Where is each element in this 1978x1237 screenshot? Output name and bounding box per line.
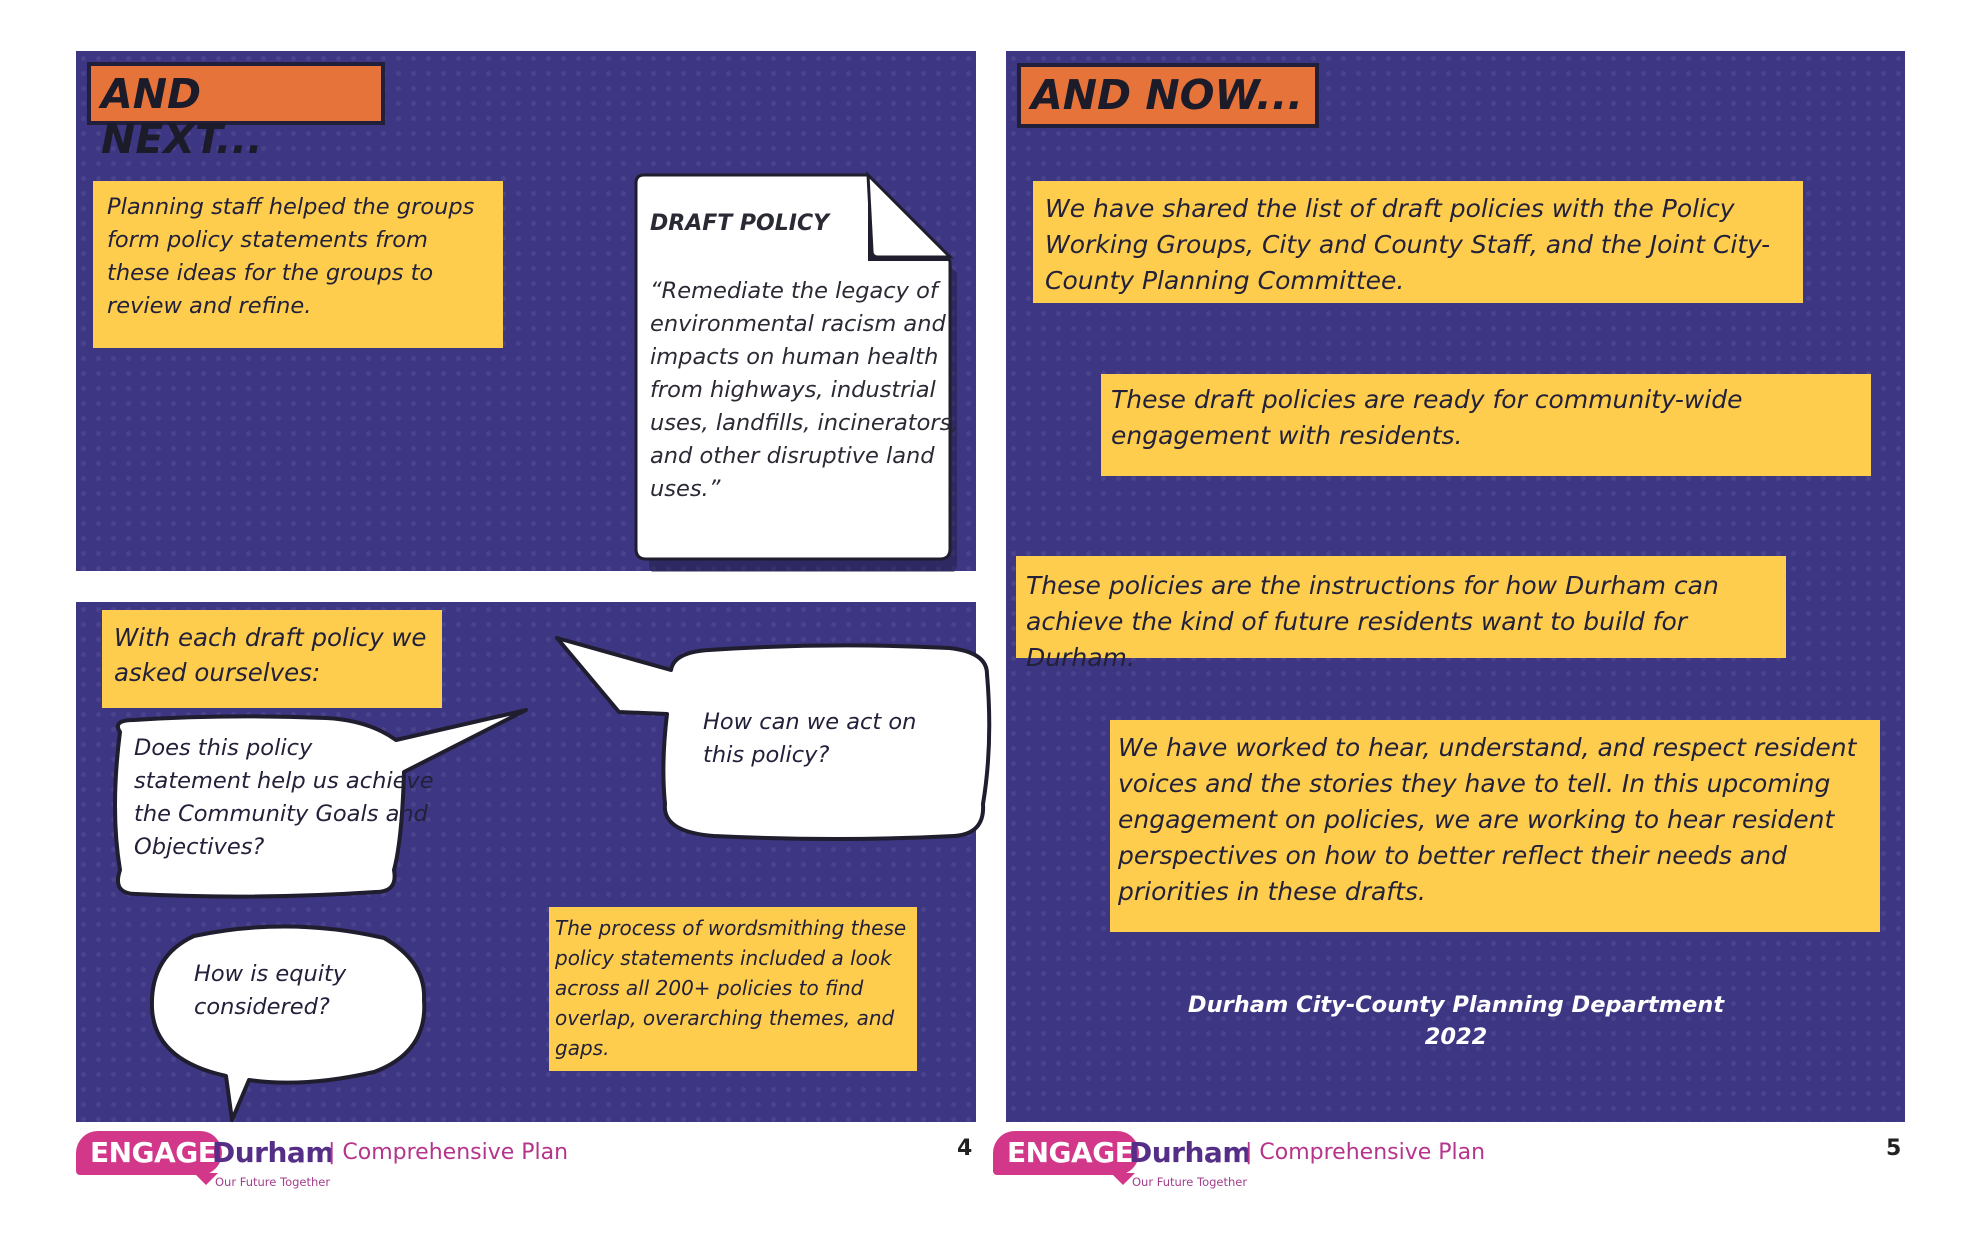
engage-durham-logo-left [76, 1131, 596, 1189]
process-note: The process of wordsmithing these policy statements included a look across all 200+ policies to find overlap, overarching themes, and gaps. [549, 907, 917, 1071]
speech-bubble-act [579, 644, 1019, 849]
speech-bubble-equity [144, 922, 434, 1112]
staff-note: Planning staff helped the groups form policy statements from these ideas for the groups to review and refine. [93, 181, 503, 348]
question-act: How can we act on this policy? [703, 709, 917, 768]
questions-panel [76, 602, 976, 1122]
draft-policy-card [632, 171, 978, 572]
logo-engage-text: ENGAGE [993, 1131, 1139, 1175]
question-intro: With each draft policy we asked ourselves: [102, 610, 442, 708]
shared-policies-note: We have shared the list of draft policies with the Policy Working Groups, City and County Staff, and the Joint City-County Planning Committee. [1033, 181, 1803, 303]
and-now-heading: AND NOW... [1017, 63, 1319, 128]
comprehensive-plan-label: | Comprehensive Plan [328, 1140, 569, 1165]
and-next-panel [76, 51, 976, 571]
comprehensive-plan-label: | Comprehensive Plan [1245, 1140, 1486, 1165]
speech-bubble-goals [106, 710, 496, 900]
draft-policy-title: DRAFT POLICY [650, 211, 830, 236]
draft-policy-text: “Remediate the legacy of environmental racism and impacts on human health from highways, industrial uses, landfills, incinerators, and other disruptive land uses.” [650, 278, 959, 502]
engage-durham-logo-right [993, 1131, 1513, 1189]
listening-note: We have worked to hear, understand, and respect resident voices and the stories they have to tell. In this upcoming engagement on policies, we are working to hear resident perspectives on how to better reflect their needs and priorities in these drafts. [1110, 720, 1880, 932]
page-number-4: 4 [957, 1136, 973, 1161]
question-equity: How is equity considered? [194, 961, 347, 1020]
logo-durham-text: Durham [1129, 1136, 1251, 1169]
ready-for-engagement-note: These draft policies are ready for community-wide engagement with residents. [1101, 374, 1871, 476]
page-number-5: 5 [1886, 1136, 1902, 1161]
credit-year: 2022 [1424, 1024, 1488, 1050]
logo-tagline: Our Future Together [1132, 1175, 1248, 1189]
logo-tagline: Our Future Together [215, 1175, 331, 1189]
logo-durham-text: Durham [212, 1136, 334, 1169]
instructions-note: These policies are the instructions for how Durham can achieve the kind of future residents want to build for Durham. [1016, 556, 1786, 658]
logo-engage-text: ENGAGE [76, 1131, 222, 1175]
department-credit: Durham City-County Planning Department [1187, 992, 1725, 1018]
and-next-heading: AND NEXT... [87, 62, 385, 125]
question-goals: Does this policy statement help us achieve the Community Goals and Objectives? [134, 735, 434, 860]
and-now-panel [1006, 51, 1905, 1122]
